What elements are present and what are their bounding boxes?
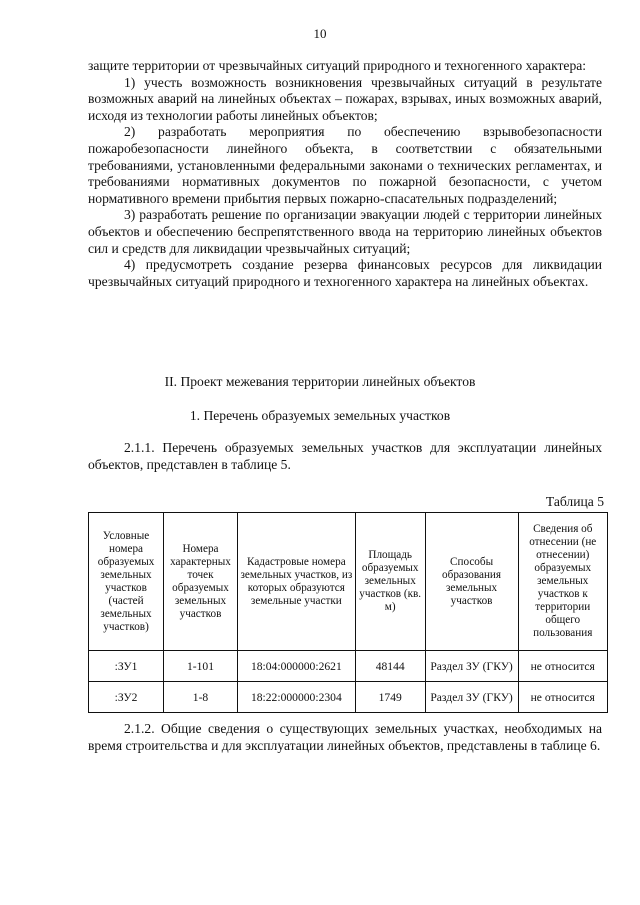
- header-point-numbers: Номера характерных точек образуемых земельных участков: [164, 513, 238, 651]
- cell-public-use: не относится: [518, 682, 608, 713]
- intro-text: [88, 58, 602, 290]
- table-row: [89, 682, 608, 713]
- cell-cadastral-number: 18:22:000000:2304: [237, 682, 355, 713]
- paragraph-2-1-2-text: 2.1.2. Общие сведения о существующих земельных участках, необходимых на время строительства и для эксплуатации линейных объектов, представлены в таблице 6.: [88, 721, 602, 753]
- paragraph-2-1-1: [88, 440, 602, 473]
- cell-formation-method: Раздел ЗУ (ГКУ): [425, 651, 518, 682]
- intro-item-2: 2) разработать мероприятия по обеспечению взрывобезопасности пожаробезопасности линейного объекта, в соответствии с обязательными требованиями, установленными федеральными законами о технических регламентах, и требованиями нормативных документов по пожарной безопасности, с учетом нормативного времени прибытия первых пожарно-спасательных подразделений;: [88, 124, 602, 206]
- cell-point-numbers: 1-8: [164, 682, 238, 713]
- table-caption: Таблица 5: [545, 494, 604, 509]
- page-number: 10: [313, 26, 327, 41]
- cell-plot-number: :ЗУ1: [89, 651, 164, 682]
- header-conditional-numbers: Условные номера образуемых земельных участков (частей земельных участков): [89, 513, 164, 651]
- cell-formation-method: Раздел ЗУ (ГКУ): [425, 682, 518, 713]
- cell-cadastral-number: 18:04:000000:2621: [237, 651, 355, 682]
- cell-area: 1749: [355, 682, 425, 713]
- land-plots-table: [88, 512, 608, 713]
- paragraph-2-1-2: [88, 721, 602, 754]
- cell-plot-number: :ЗУ2: [89, 682, 164, 713]
- cell-area: 48144: [355, 651, 425, 682]
- section-title: II. Проект межевания территории линейных объектов: [164, 374, 476, 389]
- intro-item-1: 1) учесть возможность возникновения чрезвычайных ситуаций в результате возможных аварий на линейных объектах – пожарах, взрывах, иных возможных аварий, исходя из технологии работы линейных объектов;: [88, 74, 602, 123]
- intro-item-4: 4) предусмотреть создание резерва финансовых ресурсов для ликвидации чрезвычайных ситуаций природного и техногенного характера на линейных объектах.: [88, 257, 602, 289]
- paragraph-2-1-1-text: 2.1.1. Перечень образуемых земельных участков для эксплуатации линейных объектов, представлен в таблице 5.: [88, 440, 602, 472]
- header-area: Площадь образуемых земельных участков (кв. м): [355, 513, 425, 651]
- subsection-title: 1. Перечень образуемых земельных участков: [189, 408, 451, 423]
- intro-line: защите территории от чрезвычайных ситуаций природного и техногенного характера:: [88, 58, 587, 73]
- header-cadastral-numbers: Кадастровые номера земельных участков, из которых образуются земельные участки: [237, 513, 355, 651]
- table-row: [89, 651, 608, 682]
- intro-item-3: 3) разработать решение по организации эвакуации людей с территории линейных объектов и обеспечению беспрепятственного ввода на территорию линейных объектов сил и средств для ликвидации чрезвычайных ситуаций;: [88, 207, 602, 256]
- header-public-use: Сведения об отнесении (не отнесении) образуемых земельных участков к территории общего пользования: [518, 513, 608, 651]
- cell-point-numbers: 1-101: [164, 651, 238, 682]
- cell-public-use: не относится: [518, 651, 608, 682]
- header-formation-method: Способы образования земельных участков: [425, 513, 518, 651]
- table-header-row: [89, 513, 608, 651]
